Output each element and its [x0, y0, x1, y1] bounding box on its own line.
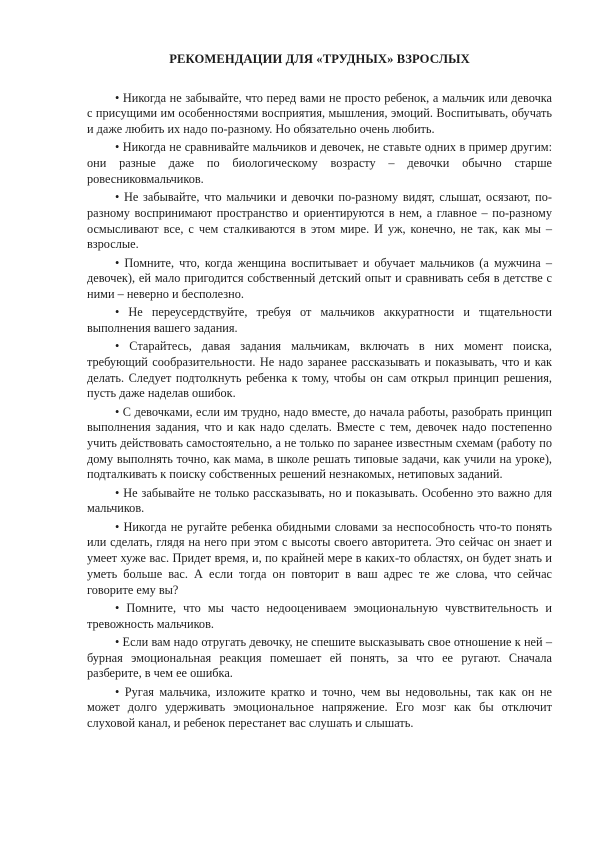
recommendation-paragraph: • Никогда не забывайте, что перед вами не просто ребенок, а мальчик или девочка с присущими им особенностями восприятия, мышления, эмоций. Воспитывать, обучать и даже любить их надо по-разному. Но обязательно очень любить. — [87, 90, 552, 137]
recommendation-paragraph: • Не забывайте не только рассказывать, но и показывать. Особенно это важно для мальчиков. — [87, 485, 552, 516]
recommendation-paragraph: • Не переусердствуйте, требуя от мальчиков аккуратности и тщательности выполнения вашего задания. — [87, 305, 552, 335]
recommendation-paragraph: • Помните, что, когда женщина воспитывает и обучает мальчиков (а мужчина – девочек), ей мало пригодится собственный детский опыт и сравнивать себя в детстве с ними – неверно и бесполезно. — [87, 255, 552, 301]
recommendation-paragraph: • Помните, что мы часто недооцениваем эмоциональную чувствительность и тревожность мальчиков. — [87, 600, 552, 631]
recommendation-paragraph: • Если вам надо отругать девочку, не спешите высказывать свое отношение к ней – бурная эмоциональная реакция помешает ей понять, за что ее ругают. Сначала разберите, в чем ее ошибка. — [87, 634, 552, 681]
recommendation-paragraph: • Ругая мальчика, изложите кратко и точно, чем вы недовольны, так как он не может долго удерживать эмоциональное напряжение. Его мозг как бы отключит слуховой канал, и ребенок перестанет вас слушать и слышать. — [87, 684, 552, 730]
recommendation-paragraph: • Никогда не ругайте ребенка обидными словами за неспособность что-то понять или сделать, глядя на него при этом с высоты своего авторитета. Это сейчас он знает и умеет хуже вас. Придет время, и, по крайней мере в каких-то областях, он будет знать и уметь больше вас. А если тогда он повторит в ваш адрес те же слова, что сейчас говорите ему вы? — [87, 519, 552, 597]
recommendation-paragraph: • Никогда не сравнивайте мальчиков и девочек, не ставьте одних в пример другим: они разные даже по биологическому возрасту – девочки обычно старше ровесниковмальчиков. — [87, 140, 552, 186]
recommendation-paragraph: • С девочками, если им трудно, надо вместе, до начала работы, разобрать принцип выполнения задания, что и как надо сделать. Вместе с тем, девочек надо постепенно учить действовать самостоятельно, а не только по заранее известным схемам (работу по дому выполнять точно, как мама, в школе решать типовые задачи, как учили на уроке), подталкивать к поиску собственных решений незнакомых, нетиповых заданий. — [87, 404, 552, 482]
recommendations-list — [87, 91, 552, 732]
document-page — [87, 52, 552, 734]
recommendation-paragraph: • Старайтесь, давая задания мальчикам, включать в них момент поиска, требующий сообразительности. Не надо заранее рассказывать и показывать, что и как делать. Следует подтолкнуть ребенка к тому, чтобы он сам открыл принцип решения, пусть даже наделав ошибок. — [87, 339, 552, 401]
recommendation-paragraph: • Не забывайте, что мальчики и девочки по-разному видят, слышат, осязают, по-разному воспринимают пространство и ориентируются в нем, а главное – по-разному осмысливают все, с чем сталкиваются в этом мире. И уж, конечно, не так, как мы – взрослые. — [87, 190, 552, 252]
page-title: РЕКОМЕНДАЦИИ ДЛЯ «ТРУДНЫХ» ВЗРОСЛЫХ — [169, 52, 470, 66]
